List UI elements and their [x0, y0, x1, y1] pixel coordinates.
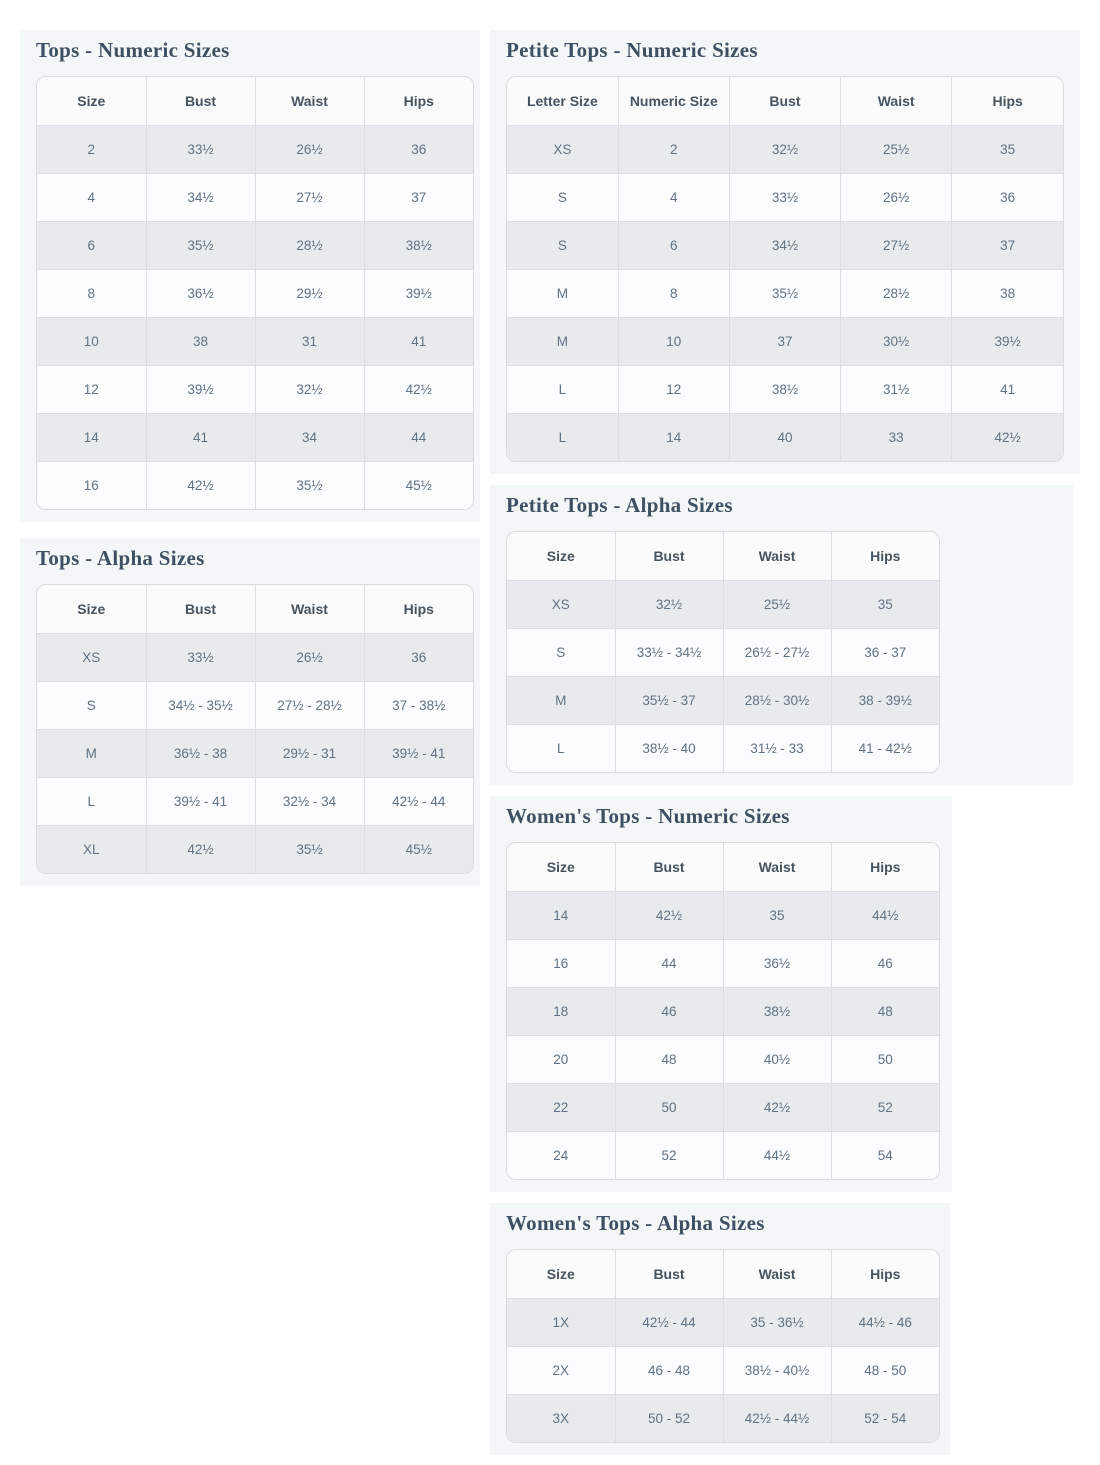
table-cell: 36½ - 38: [146, 730, 255, 778]
table-cell: 32½: [255, 366, 364, 414]
table-cell: 38½: [364, 222, 473, 270]
column-header: Hips: [831, 1250, 939, 1299]
table-cell: 20: [507, 1036, 615, 1084]
size-table: [37, 585, 473, 873]
table-cell: 14: [507, 892, 615, 940]
table-cell: 52 - 54: [831, 1395, 939, 1443]
table-cell: 42½: [723, 1084, 831, 1132]
table-cell: 41: [146, 414, 255, 462]
table-cell: 42½ - 44½: [723, 1395, 831, 1443]
table-cell: 4: [618, 174, 729, 222]
table-cell: 8: [618, 270, 729, 318]
table-row: [507, 1347, 939, 1395]
header-row: [37, 77, 473, 126]
table-row: [37, 366, 473, 414]
table-cell: L: [507, 414, 618, 462]
table-row: [507, 414, 1063, 462]
table-cell: 36 - 37: [831, 629, 939, 677]
column-header: Hips: [831, 843, 939, 892]
table-row: [507, 1299, 939, 1347]
column-header: Waist: [723, 1250, 831, 1299]
section-title-womens-tops-alpha: Women's Tops - Alpha Sizes: [506, 1211, 765, 1235]
section-petite-tops-numeric: [490, 30, 1080, 474]
size-table: [507, 77, 1063, 461]
table-cell: 26½ - 27½: [723, 629, 831, 677]
table-cell: 46: [615, 988, 723, 1036]
table-cell: 38: [146, 318, 255, 366]
column-header: Waist: [255, 77, 364, 126]
table-cell: L: [37, 778, 146, 826]
table-cell: 32½: [729, 126, 840, 174]
table-row: [37, 682, 473, 730]
table-cell: XL: [37, 826, 146, 874]
size-table: [507, 532, 939, 772]
column-header: Bust: [729, 77, 840, 126]
table-cell: 29½: [255, 270, 364, 318]
table-cell: 48 - 50: [831, 1347, 939, 1395]
table-cell: 6: [618, 222, 729, 270]
table-cell: 34½ - 35½: [146, 682, 255, 730]
table-cell: 2: [618, 126, 729, 174]
table-row: [37, 270, 473, 318]
table-cell: 44: [364, 414, 473, 462]
table-cell: XS: [37, 634, 146, 682]
table-cell: 40: [729, 414, 840, 462]
table-cell: 41: [364, 318, 473, 366]
table-cell: 10: [618, 318, 729, 366]
table-cell: 54: [831, 1132, 939, 1180]
table-row: [507, 1132, 939, 1180]
table-cell: 32½ - 34: [255, 778, 364, 826]
table-row: [507, 581, 939, 629]
section-title-petite-tops-numeric: Petite Tops - Numeric Sizes: [506, 38, 758, 62]
table-cell: 33½ - 34½: [615, 629, 723, 677]
column-header: Waist: [841, 77, 952, 126]
table-row: [507, 174, 1063, 222]
column-header: Waist: [723, 843, 831, 892]
column-header: Bust: [146, 77, 255, 126]
table-cell: 27½ - 28½: [255, 682, 364, 730]
table-cell: 38: [952, 270, 1063, 318]
table-cell: 41 - 42½: [831, 725, 939, 773]
right-column: [490, 30, 1080, 1455]
table-cell: 8: [37, 270, 146, 318]
table-cell: 42½: [146, 462, 255, 510]
table-row: [37, 318, 473, 366]
section-tops-numeric: [20, 30, 480, 522]
header-row: [507, 843, 939, 892]
table-cell: 37: [729, 318, 840, 366]
table-cell: 39½: [952, 318, 1063, 366]
column-header: Hips: [831, 532, 939, 581]
table-row: [507, 677, 939, 725]
table-cell: 14: [618, 414, 729, 462]
table-cell: XS: [507, 581, 615, 629]
table-cell: 32½: [615, 581, 723, 629]
section-petite-tops-alpha: [490, 485, 1073, 785]
table-cell: 27½: [255, 174, 364, 222]
table-row: [37, 730, 473, 778]
size-table: [37, 77, 473, 509]
table-womens-tops-alpha: [506, 1249, 940, 1443]
left-column: [20, 30, 480, 886]
table-cell: 2X: [507, 1347, 615, 1395]
table-tops-numeric: [36, 76, 474, 510]
table-cell: 34½: [729, 222, 840, 270]
section-womens-tops-numeric: [490, 796, 952, 1192]
table-cell: 36½: [723, 940, 831, 988]
table-cell: M: [37, 730, 146, 778]
table-cell: 50: [615, 1084, 723, 1132]
table-cell: 16: [507, 940, 615, 988]
size-table: [507, 1250, 939, 1442]
table-cell: 25½: [723, 581, 831, 629]
column-header: Size: [507, 1250, 615, 1299]
table-cell: 39½ - 41: [364, 730, 473, 778]
table-row: [37, 174, 473, 222]
table-cell: 38½: [729, 366, 840, 414]
table-row: [37, 778, 473, 826]
table-row: [507, 892, 939, 940]
table-cell: 48: [831, 988, 939, 1036]
table-row: [37, 414, 473, 462]
table-cell: 18: [507, 988, 615, 1036]
table-cell: 42½ - 44: [615, 1299, 723, 1347]
table-cell: 14: [37, 414, 146, 462]
table-cell: 33: [841, 414, 952, 462]
column-header: Size: [37, 77, 146, 126]
table-row: [507, 725, 939, 773]
table-cell: 39½: [146, 366, 255, 414]
table-cell: 44½ - 46: [831, 1299, 939, 1347]
table-cell: 6: [37, 222, 146, 270]
table-cell: 26½: [255, 126, 364, 174]
table-cell: 34: [255, 414, 364, 462]
table-petite-tops-alpha: [506, 531, 940, 773]
table-cell: 26½: [255, 634, 364, 682]
header-row: [507, 532, 939, 581]
table-cell: 28½: [841, 270, 952, 318]
table-cell: M: [507, 318, 618, 366]
table-cell: 37 - 38½: [364, 682, 473, 730]
table-cell: 50 - 52: [615, 1395, 723, 1443]
table-row: [37, 462, 473, 510]
table-row: [507, 270, 1063, 318]
table-cell: 46: [831, 940, 939, 988]
table-row: [507, 366, 1063, 414]
table-cell: 52: [615, 1132, 723, 1180]
table-cell: 35½: [146, 222, 255, 270]
table-row: [507, 1084, 939, 1132]
table-petite-tops-numeric: [506, 76, 1064, 462]
table-cell: 38½ - 40: [615, 725, 723, 773]
column-header: Size: [507, 843, 615, 892]
table-row: [507, 222, 1063, 270]
table-cell: 16: [37, 462, 146, 510]
table-cell: 26½: [841, 174, 952, 222]
table-cell: 38½ - 40½: [723, 1347, 831, 1395]
column-header: Hips: [364, 77, 473, 126]
table-cell: 3X: [507, 1395, 615, 1443]
table-row: [507, 318, 1063, 366]
table-cell: M: [507, 270, 618, 318]
section-tops-alpha: [20, 538, 480, 886]
table-row: [507, 988, 939, 1036]
section-title-petite-tops-alpha: Petite Tops - Alpha Sizes: [506, 493, 733, 517]
table-cell: 27½: [841, 222, 952, 270]
table-row: [507, 126, 1063, 174]
table-cell: 42½ - 44: [364, 778, 473, 826]
section-title-womens-tops-numeric: Women's Tops - Numeric Sizes: [506, 804, 790, 828]
size-table: [507, 843, 939, 1179]
table-cell: 36: [364, 634, 473, 682]
column-header: Bust: [146, 585, 255, 634]
table-cell: 44½: [831, 892, 939, 940]
table-cell: 22: [507, 1084, 615, 1132]
header-row: [507, 1250, 939, 1299]
section-title-tops-numeric: Tops - Numeric Sizes: [36, 38, 230, 62]
table-cell: 45½: [364, 826, 473, 874]
table-row: [507, 1395, 939, 1443]
table-cell: 34½: [146, 174, 255, 222]
table-tops-alpha: [36, 584, 474, 874]
column-header: Bust: [615, 843, 723, 892]
table-cell: L: [507, 725, 615, 773]
table-cell: 37: [364, 174, 473, 222]
table-cell: XS: [507, 126, 618, 174]
table-cell: 35½: [255, 826, 364, 874]
column-header: Waist: [723, 532, 831, 581]
table-cell: 31½: [841, 366, 952, 414]
table-cell: 35½ - 37: [615, 677, 723, 725]
table-cell: L: [507, 366, 618, 414]
table-cell: 39½: [364, 270, 473, 318]
table-cell: 25½: [841, 126, 952, 174]
section-womens-tops-alpha: [490, 1203, 950, 1455]
table-row: [507, 629, 939, 677]
table-cell: 12: [618, 366, 729, 414]
table-cell: 41: [952, 366, 1063, 414]
table-row: [37, 634, 473, 682]
table-womens-tops-numeric: [506, 842, 940, 1180]
table-cell: 38 - 39½: [831, 677, 939, 725]
table-row: [37, 126, 473, 174]
table-row: [507, 940, 939, 988]
table-cell: 35½: [729, 270, 840, 318]
table-cell: 36½: [146, 270, 255, 318]
table-cell: 44: [615, 940, 723, 988]
table-cell: 42½: [615, 892, 723, 940]
table-cell: 36: [364, 126, 473, 174]
column-header: Hips: [364, 585, 473, 634]
table-cell: 45½: [364, 462, 473, 510]
table-cell: 12: [37, 366, 146, 414]
table-cell: S: [37, 682, 146, 730]
table-cell: 35: [831, 581, 939, 629]
table-cell: 31: [255, 318, 364, 366]
table-cell: 50: [831, 1036, 939, 1084]
table-cell: S: [507, 222, 618, 270]
table-cell: 10: [37, 318, 146, 366]
table-cell: 2: [37, 126, 146, 174]
table-cell: 42½: [146, 826, 255, 874]
column-header: Numeric Size: [618, 77, 729, 126]
table-cell: 29½ - 31: [255, 730, 364, 778]
header-row: [37, 585, 473, 634]
section-title-tops-alpha: Tops - Alpha Sizes: [36, 546, 205, 570]
table-cell: 4: [37, 174, 146, 222]
column-header: Hips: [952, 77, 1063, 126]
table-cell: 35½: [255, 462, 364, 510]
table-cell: 44½: [723, 1132, 831, 1180]
table-cell: 28½: [255, 222, 364, 270]
table-cell: M: [507, 677, 615, 725]
table-cell: 42½: [952, 414, 1063, 462]
table-cell: 39½ - 41: [146, 778, 255, 826]
column-header: Bust: [615, 532, 723, 581]
column-header: Letter Size: [507, 77, 618, 126]
column-header: Waist: [255, 585, 364, 634]
table-cell: 30½: [841, 318, 952, 366]
table-cell: 31½ - 33: [723, 725, 831, 773]
table-cell: 24: [507, 1132, 615, 1180]
table-cell: 46 - 48: [615, 1347, 723, 1395]
table-row: [37, 826, 473, 874]
table-cell: 35 - 36½: [723, 1299, 831, 1347]
table-cell: 28½ - 30½: [723, 677, 831, 725]
table-cell: 33½: [729, 174, 840, 222]
table-cell: 52: [831, 1084, 939, 1132]
table-cell: 36: [952, 174, 1063, 222]
table-cell: 33½: [146, 634, 255, 682]
table-cell: 33½: [146, 126, 255, 174]
column-header: Size: [507, 532, 615, 581]
table-cell: S: [507, 174, 618, 222]
table-cell: 35: [723, 892, 831, 940]
table-cell: 48: [615, 1036, 723, 1084]
table-cell: 40½: [723, 1036, 831, 1084]
table-row: [37, 222, 473, 270]
column-header: Bust: [615, 1250, 723, 1299]
table-cell: 35: [952, 126, 1063, 174]
table-cell: 42½: [364, 366, 473, 414]
column-header: Size: [37, 585, 146, 634]
table-cell: 1X: [507, 1299, 615, 1347]
table-cell: 38½: [723, 988, 831, 1036]
table-cell: 37: [952, 222, 1063, 270]
table-cell: S: [507, 629, 615, 677]
header-row: [507, 77, 1063, 126]
table-row: [507, 1036, 939, 1084]
